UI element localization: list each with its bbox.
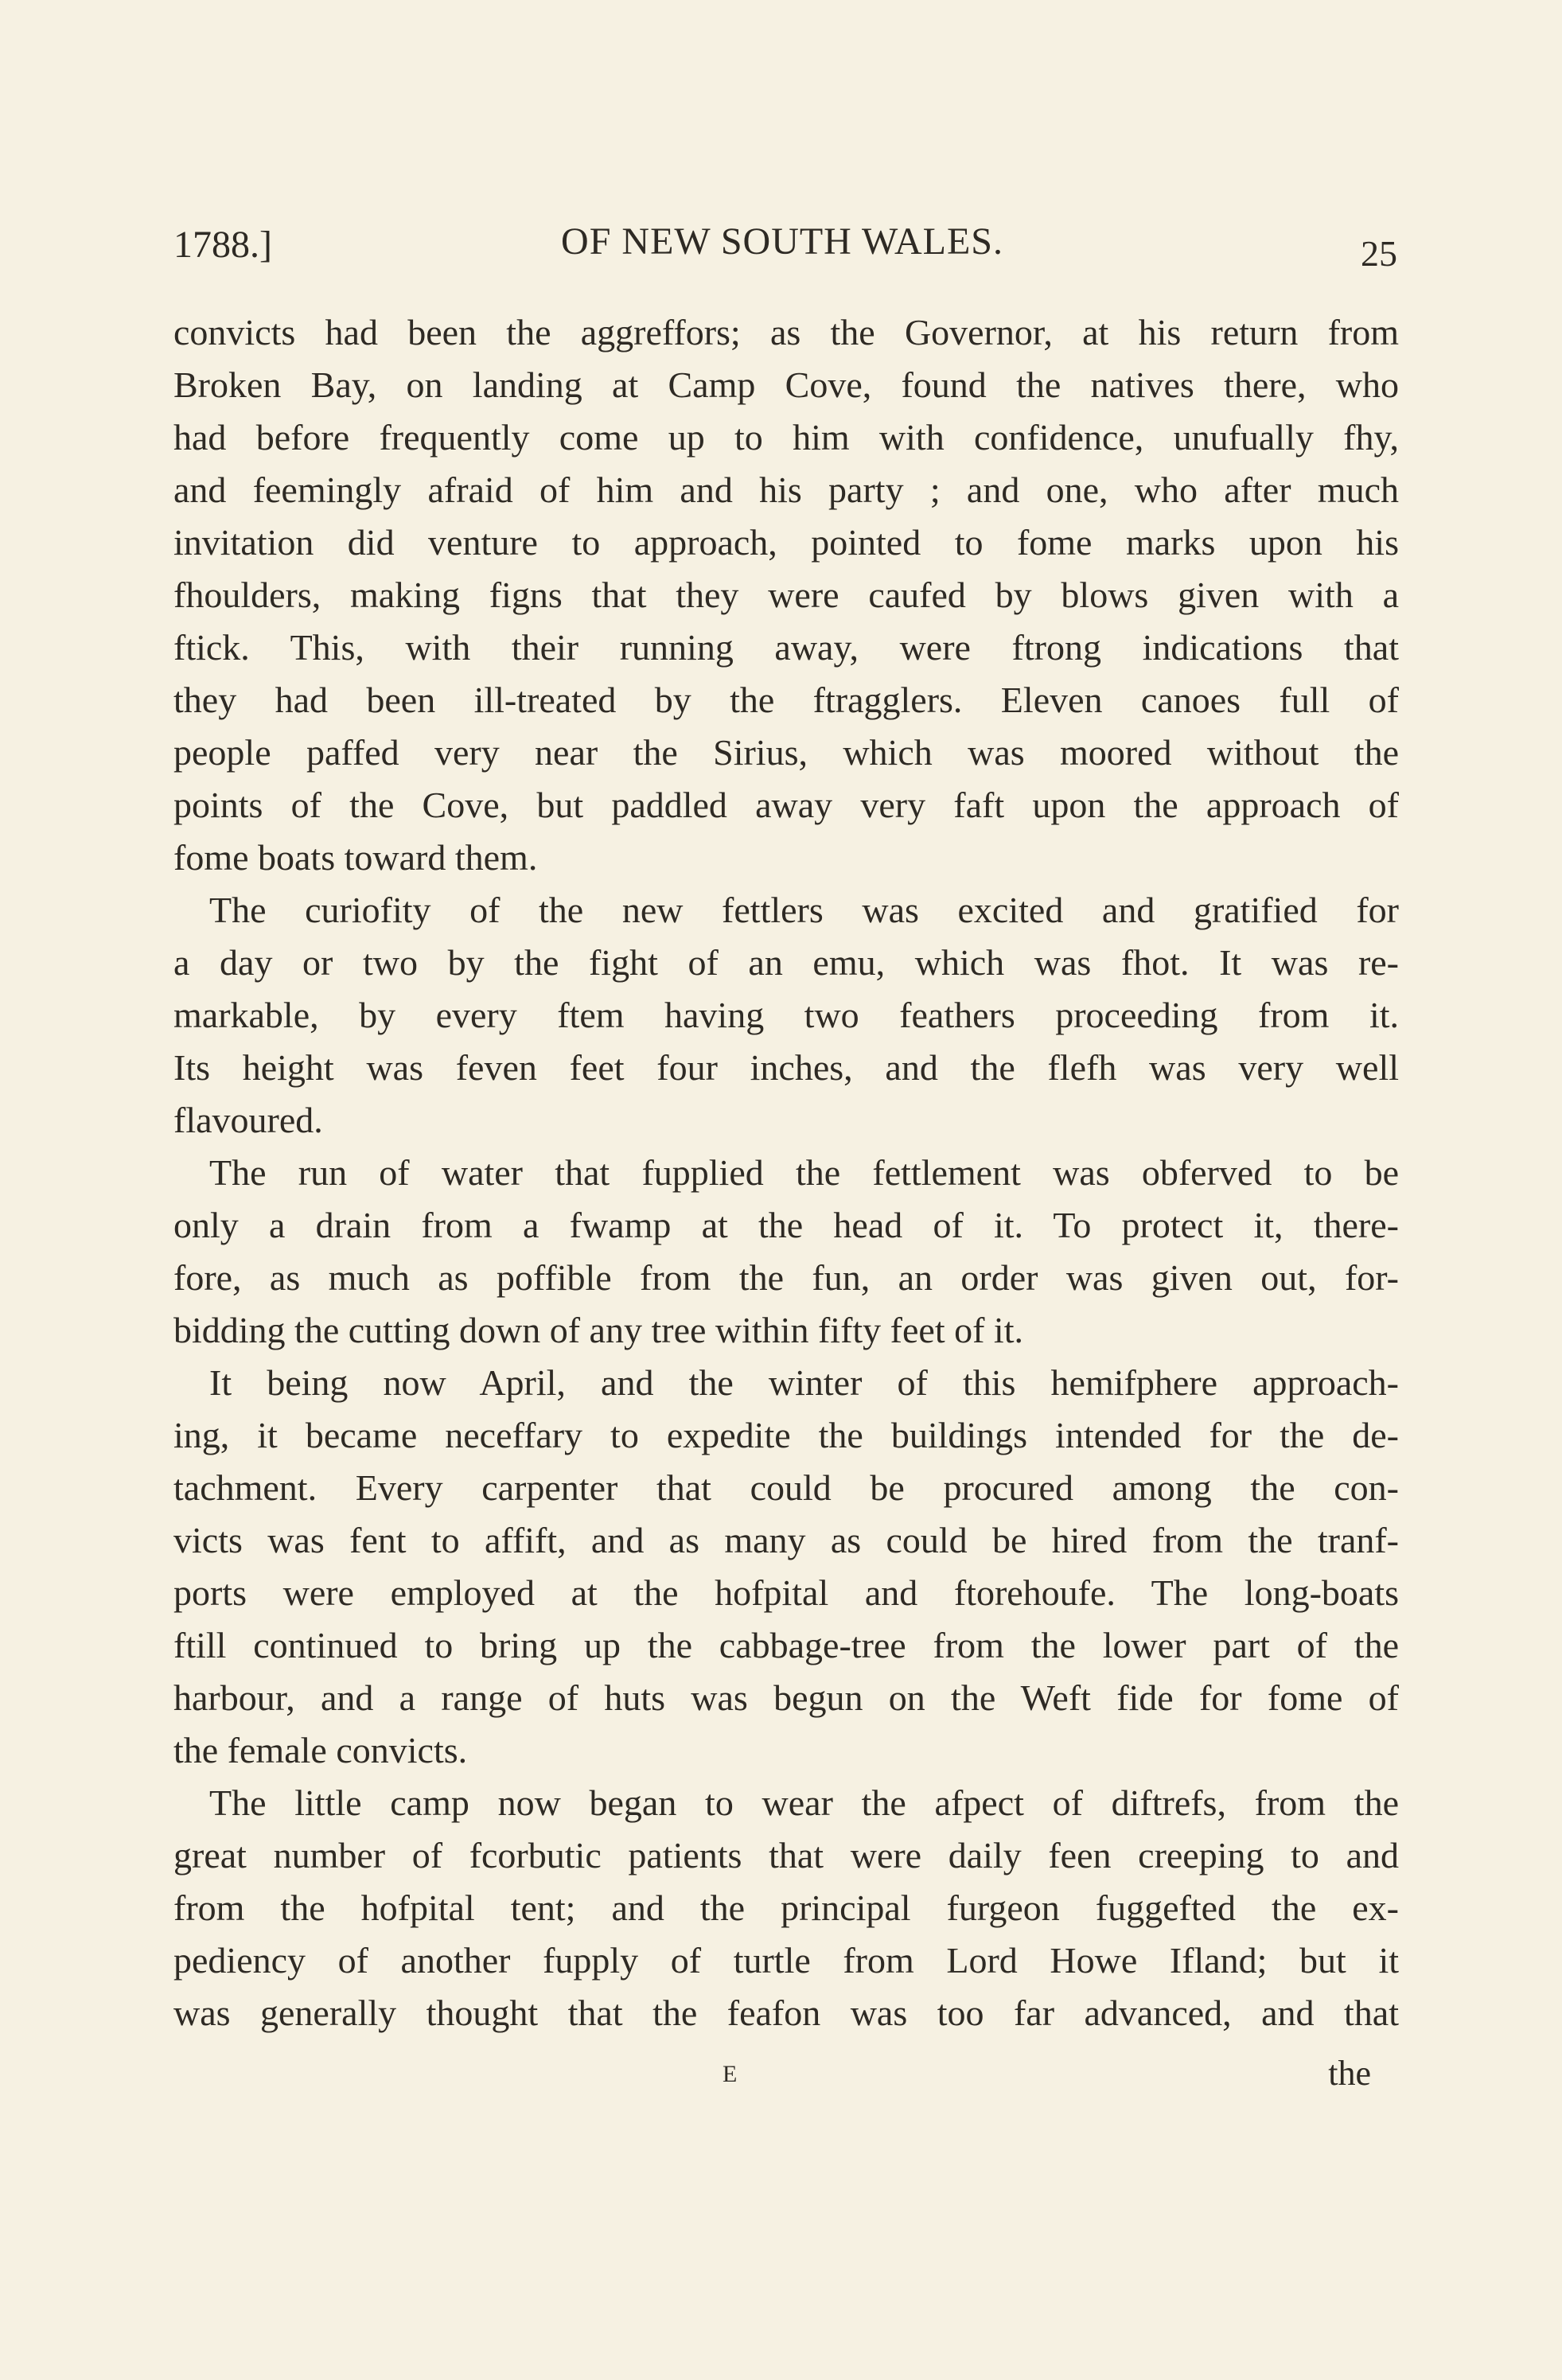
running-head-title: OF NEW SOUTH WALES. xyxy=(561,220,1003,263)
text-line: ftill continued to bring up the cabbage-tree from the lower part of the xyxy=(173,1625,1399,1665)
text-line: was generally thought that the feafon was too far advanced, and that xyxy=(173,1992,1399,2033)
text-line: pediency of another fupply of turtle from Lord Howe Ifland; but it xyxy=(173,1940,1399,1981)
text-line: tachment. Every carpenter that could be procured among the con- xyxy=(173,1467,1399,1508)
text-line: from the hofpital tent; and the principal furgeon fuggefted the ex- xyxy=(173,1887,1399,1928)
signature-mark: E xyxy=(723,2061,738,2087)
paragraph xyxy=(173,1147,1399,1357)
paragraph xyxy=(173,1777,1399,2039)
text-line: It being now April, and the winter of this hemifphere approach- xyxy=(209,1362,1399,1403)
text-line: had before frequently come up to him with confidence, unufually fhy, xyxy=(173,417,1399,458)
text-line: they had been ill-treated by the ftragglers. Eleven canoes full of xyxy=(173,680,1399,720)
text-line: and feemingly afraid of him and his party ; and one, who after much xyxy=(173,469,1399,510)
text-line: invitation did venture to approach, pointed to fome marks upon his xyxy=(173,522,1399,563)
text-line: bidding the cutting down of any tree within fifty feet of it. xyxy=(173,1310,1023,1350)
catchword: the xyxy=(1328,2054,1371,2093)
text-line: points of the Cove, but paddled away very faft upon the approach of xyxy=(173,785,1399,825)
paragraph xyxy=(173,884,1399,1147)
text-line: great number of fcorbutic patients that were daily feen creeping to and xyxy=(173,1835,1399,1876)
text-line: fhoulders, making figns that they were caufed by blows given with a xyxy=(173,575,1399,615)
text-line: The run of water that fupplied the fettlement was obferved to be xyxy=(209,1152,1399,1193)
text-line: harbour, and a range of huts was begun on the Weft fide for fome of xyxy=(173,1677,1399,1718)
text-line: only a drain from a fwamp at the head of it. To protect it, there- xyxy=(173,1205,1399,1245)
text-line: markable, by every ftem having two feathers proceeding from it. xyxy=(173,995,1399,1035)
text-line: ports were employed at the hofpital and ftorehoufe. The long-boats xyxy=(173,1572,1399,1613)
page-footer xyxy=(173,2053,1399,2101)
text-line: The curiofity of the new fettlers was excited and gratified for xyxy=(209,890,1399,930)
text-line: people paffed very near the Sirius, which was moored without the xyxy=(173,732,1399,773)
text-line: convicts had been the aggreffors; as the Governor, at his return from xyxy=(173,312,1399,353)
text-line: fore, as much as poffible from the fun, an order was given out, for- xyxy=(173,1257,1399,1298)
text-line: fome boats toward them. xyxy=(173,837,538,878)
text-line: a day or two by the fight of an emu, which was fhot. It was re- xyxy=(173,942,1399,983)
text-line: ftick. This, with their running away, were ftrong indications that xyxy=(173,627,1399,668)
text-line: The little camp now began to wear the afpect of diftrefs, from the xyxy=(209,1782,1399,1823)
text-line: Its height was feven feet four inches, and the flefh was very well xyxy=(173,1047,1399,1088)
text-line: Broken Bay, on landing at Camp Cove, found the natives there, who xyxy=(173,364,1399,405)
running-head-year: 1788.] xyxy=(173,224,272,266)
body-text xyxy=(173,306,1399,2039)
running-head xyxy=(173,216,1397,274)
text-line: victs was fent to affift, and as many as could be hired from the tranf- xyxy=(173,1520,1399,1560)
paragraph xyxy=(173,1357,1399,1777)
text-line: ing, it became neceffary to expedite the buildings intended for the de- xyxy=(173,1415,1399,1455)
paragraph xyxy=(173,306,1399,884)
text-line: flavoured. xyxy=(173,1100,323,1140)
page-number: 25 xyxy=(1361,233,1397,274)
text-line: the female convicts. xyxy=(173,1730,468,1770)
